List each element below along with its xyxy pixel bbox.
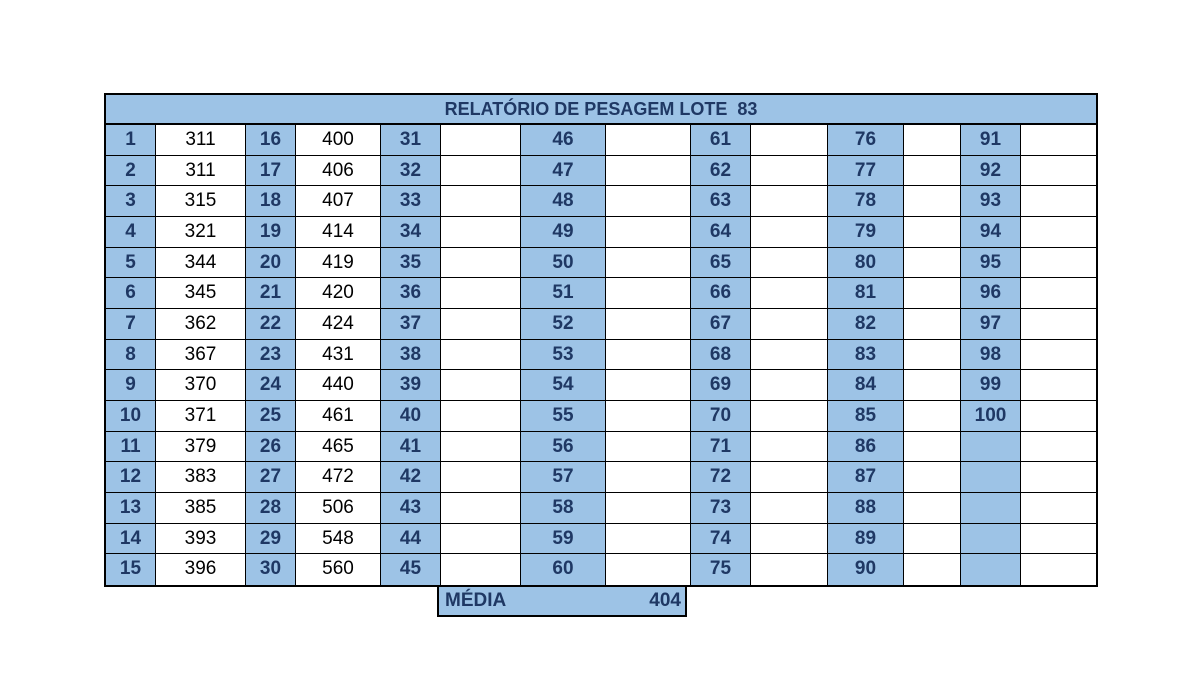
row-number-11: 11: [106, 432, 156, 463]
weight-cell-48: [606, 186, 691, 217]
weight-cell-43: [441, 493, 521, 524]
row-number-2: 2: [106, 156, 156, 187]
weight-cell-8: 367: [156, 340, 246, 371]
row-number-65: 65: [691, 248, 751, 279]
row-number-1: 1: [106, 125, 156, 156]
weight-cell-46: [606, 125, 691, 156]
row-number-97: 97: [961, 309, 1021, 340]
weight-cell-77: [904, 156, 961, 187]
row-number-72: 72: [691, 462, 751, 493]
weight-cell-29: 548: [296, 524, 381, 555]
weight-cell-69: [751, 370, 828, 401]
row-number-32: 32: [381, 156, 441, 187]
row-number-6: 6: [106, 278, 156, 309]
weight-cell-93: [1021, 186, 1096, 217]
row-number-46: 46: [521, 125, 606, 156]
row-number-30: 30: [246, 554, 296, 585]
weight-cell-17: 406: [296, 156, 381, 187]
weight-cell-64: [751, 217, 828, 248]
weight-cell-13: 385: [156, 493, 246, 524]
row-number-10: 10: [106, 401, 156, 432]
weight-cell-61: [751, 125, 828, 156]
row-number-14: 14: [106, 524, 156, 555]
row-number-44: 44: [381, 524, 441, 555]
weight-cell-32: [441, 156, 521, 187]
weight-cell-70: [751, 401, 828, 432]
weight-cell-39: [441, 370, 521, 401]
average-label: MÉDIA: [445, 590, 507, 611]
row-number-4: 4: [106, 217, 156, 248]
row-number-62: 62: [691, 156, 751, 187]
row-number-86: 86: [828, 432, 904, 463]
row-number-58: 58: [521, 493, 606, 524]
row-number-35: 35: [381, 248, 441, 279]
weight-cell-50: [606, 248, 691, 279]
empty-number-cell: [961, 462, 1021, 493]
weight-cell-54: [606, 370, 691, 401]
weight-cell-59: [606, 524, 691, 555]
row-number-88: 88: [828, 493, 904, 524]
weight-cell-75: [751, 554, 828, 585]
weight-cell-57: [606, 462, 691, 493]
weight-cell-55: [606, 401, 691, 432]
row-number-100: 100: [961, 401, 1021, 432]
row-number-61: 61: [691, 125, 751, 156]
weight-cell-89: [904, 524, 961, 555]
row-number-25: 25: [246, 401, 296, 432]
empty-number-cell: [961, 432, 1021, 463]
row-number-31: 31: [381, 125, 441, 156]
weight-cell-47: [606, 156, 691, 187]
row-number-85: 85: [828, 401, 904, 432]
weight-cell-19: 414: [296, 217, 381, 248]
weight-cell-82: [904, 309, 961, 340]
row-number-78: 78: [828, 186, 904, 217]
weight-cell-23: 431: [296, 340, 381, 371]
weight-cell-6: 345: [156, 278, 246, 309]
row-number-56: 56: [521, 432, 606, 463]
weight-cell-74: [751, 524, 828, 555]
weight-cell-84: [904, 370, 961, 401]
weight-cell-35: [441, 248, 521, 279]
row-number-28: 28: [246, 493, 296, 524]
weights-grid: [106, 125, 1096, 585]
row-number-45: 45: [381, 554, 441, 585]
row-number-69: 69: [691, 370, 751, 401]
row-number-38: 38: [381, 340, 441, 371]
weight-cell-99: [1021, 370, 1096, 401]
row-number-64: 64: [691, 217, 751, 248]
average-box: [437, 587, 687, 617]
weight-cell-14: 393: [156, 524, 246, 555]
row-number-57: 57: [521, 462, 606, 493]
row-number-81: 81: [828, 278, 904, 309]
weight-cell-4: 321: [156, 217, 246, 248]
row-number-98: 98: [961, 340, 1021, 371]
row-number-49: 49: [521, 217, 606, 248]
row-number-36: 36: [381, 278, 441, 309]
row-number-47: 47: [521, 156, 606, 187]
row-number-93: 93: [961, 186, 1021, 217]
weight-cell-28: 506: [296, 493, 381, 524]
weight-cell-58: [606, 493, 691, 524]
weight-cell-37: [441, 309, 521, 340]
weight-cell-96: [1021, 278, 1096, 309]
weight-cell-60: [606, 554, 691, 585]
row-number-59: 59: [521, 524, 606, 555]
row-number-95: 95: [961, 248, 1021, 279]
weight-cell-65: [751, 248, 828, 279]
weight-cell-22: 424: [296, 309, 381, 340]
row-number-26: 26: [246, 432, 296, 463]
row-number-83: 83: [828, 340, 904, 371]
weight-cell-63: [751, 186, 828, 217]
row-number-77: 77: [828, 156, 904, 187]
row-number-89: 89: [828, 524, 904, 555]
row-number-75: 75: [691, 554, 751, 585]
weight-cell-101: [1021, 432, 1096, 463]
row-number-9: 9: [106, 370, 156, 401]
row-number-42: 42: [381, 462, 441, 493]
weight-cell-12: 383: [156, 462, 246, 493]
row-number-7: 7: [106, 309, 156, 340]
weight-cell-15: 396: [156, 554, 246, 585]
row-number-27: 27: [246, 462, 296, 493]
weight-cell-36: [441, 278, 521, 309]
weight-cell-49: [606, 217, 691, 248]
weight-cell-83: [904, 340, 961, 371]
weight-cell-34: [441, 217, 521, 248]
row-number-79: 79: [828, 217, 904, 248]
weight-cell-44: [441, 524, 521, 555]
weight-cell-73: [751, 493, 828, 524]
weight-cell-88: [904, 493, 961, 524]
weight-cell-9: 370: [156, 370, 246, 401]
weight-cell-30: 560: [296, 554, 381, 585]
row-number-13: 13: [106, 493, 156, 524]
weight-cell-90: [904, 554, 961, 585]
weight-cell-25: 461: [296, 401, 381, 432]
weight-cell-102: [1021, 462, 1096, 493]
row-number-68: 68: [691, 340, 751, 371]
row-number-15: 15: [106, 554, 156, 585]
row-number-40: 40: [381, 401, 441, 432]
weight-cell-68: [751, 340, 828, 371]
weight-cell-16: 400: [296, 125, 381, 156]
empty-number-cell: [961, 554, 1021, 585]
weight-cell-79: [904, 217, 961, 248]
weight-cell-42: [441, 462, 521, 493]
weight-cell-40: [441, 401, 521, 432]
row-number-71: 71: [691, 432, 751, 463]
row-number-22: 22: [246, 309, 296, 340]
row-number-82: 82: [828, 309, 904, 340]
weight-cell-21: 420: [296, 278, 381, 309]
report-title: RELATÓRIO DE PESAGEM LOTE 83: [106, 95, 1096, 125]
weight-cell-10: 371: [156, 401, 246, 432]
weight-cell-53: [606, 340, 691, 371]
row-number-39: 39: [381, 370, 441, 401]
row-number-23: 23: [246, 340, 296, 371]
weight-cell-45: [441, 554, 521, 585]
row-number-99: 99: [961, 370, 1021, 401]
weight-cell-92: [1021, 156, 1096, 187]
weight-cell-2: 311: [156, 156, 246, 187]
row-number-74: 74: [691, 524, 751, 555]
row-number-76: 76: [828, 125, 904, 156]
row-number-33: 33: [381, 186, 441, 217]
row-number-91: 91: [961, 125, 1021, 156]
weight-cell-20: 419: [296, 248, 381, 279]
row-number-53: 53: [521, 340, 606, 371]
weight-cell-41: [441, 432, 521, 463]
row-number-21: 21: [246, 278, 296, 309]
row-number-54: 54: [521, 370, 606, 401]
weight-cell-76: [904, 125, 961, 156]
row-number-16: 16: [246, 125, 296, 156]
empty-number-cell: [961, 524, 1021, 555]
row-number-29: 29: [246, 524, 296, 555]
average-value: 404: [649, 590, 681, 611]
weight-cell-26: 465: [296, 432, 381, 463]
weight-cell-98: [1021, 340, 1096, 371]
weight-cell-18: 407: [296, 186, 381, 217]
row-number-66: 66: [691, 278, 751, 309]
weight-cell-66: [751, 278, 828, 309]
weight-cell-85: [904, 401, 961, 432]
row-number-67: 67: [691, 309, 751, 340]
weight-cell-97: [1021, 309, 1096, 340]
row-number-20: 20: [246, 248, 296, 279]
row-number-92: 92: [961, 156, 1021, 187]
row-number-48: 48: [521, 186, 606, 217]
weight-cell-38: [441, 340, 521, 371]
row-number-43: 43: [381, 493, 441, 524]
weight-cell-11: 379: [156, 432, 246, 463]
row-number-63: 63: [691, 186, 751, 217]
row-number-41: 41: [381, 432, 441, 463]
weight-cell-7: 362: [156, 309, 246, 340]
row-number-80: 80: [828, 248, 904, 279]
weight-cell-95: [1021, 248, 1096, 279]
row-number-8: 8: [106, 340, 156, 371]
row-number-51: 51: [521, 278, 606, 309]
row-number-55: 55: [521, 401, 606, 432]
weight-cell-105: [1021, 554, 1096, 585]
weight-cell-24: 440: [296, 370, 381, 401]
row-number-90: 90: [828, 554, 904, 585]
empty-number-cell: [961, 493, 1021, 524]
row-number-87: 87: [828, 462, 904, 493]
weight-cell-31: [441, 125, 521, 156]
weight-cell-80: [904, 248, 961, 279]
row-number-70: 70: [691, 401, 751, 432]
row-number-60: 60: [521, 554, 606, 585]
weight-cell-5: 344: [156, 248, 246, 279]
weight-cell-1: 311: [156, 125, 246, 156]
weight-cell-67: [751, 309, 828, 340]
weighing-report-table: [104, 93, 1098, 587]
row-number-84: 84: [828, 370, 904, 401]
weight-cell-52: [606, 309, 691, 340]
weight-cell-87: [904, 462, 961, 493]
row-number-12: 12: [106, 462, 156, 493]
weight-cell-3: 315: [156, 186, 246, 217]
row-number-96: 96: [961, 278, 1021, 309]
row-number-3: 3: [106, 186, 156, 217]
row-number-34: 34: [381, 217, 441, 248]
weight-cell-94: [1021, 217, 1096, 248]
row-number-37: 37: [381, 309, 441, 340]
weight-cell-33: [441, 186, 521, 217]
row-number-50: 50: [521, 248, 606, 279]
row-number-5: 5: [106, 248, 156, 279]
weight-cell-86: [904, 432, 961, 463]
row-number-73: 73: [691, 493, 751, 524]
weight-cell-62: [751, 156, 828, 187]
row-number-94: 94: [961, 217, 1021, 248]
weight-cell-72: [751, 462, 828, 493]
weight-cell-56: [606, 432, 691, 463]
weight-cell-81: [904, 278, 961, 309]
weight-cell-100: [1021, 401, 1096, 432]
weight-cell-104: [1021, 524, 1096, 555]
weight-cell-103: [1021, 493, 1096, 524]
weight-cell-91: [1021, 125, 1096, 156]
weight-cell-51: [606, 278, 691, 309]
row-number-24: 24: [246, 370, 296, 401]
weight-cell-27: 472: [296, 462, 381, 493]
row-number-19: 19: [246, 217, 296, 248]
row-number-17: 17: [246, 156, 296, 187]
weight-cell-78: [904, 186, 961, 217]
weight-cell-71: [751, 432, 828, 463]
row-number-18: 18: [246, 186, 296, 217]
row-number-52: 52: [521, 309, 606, 340]
